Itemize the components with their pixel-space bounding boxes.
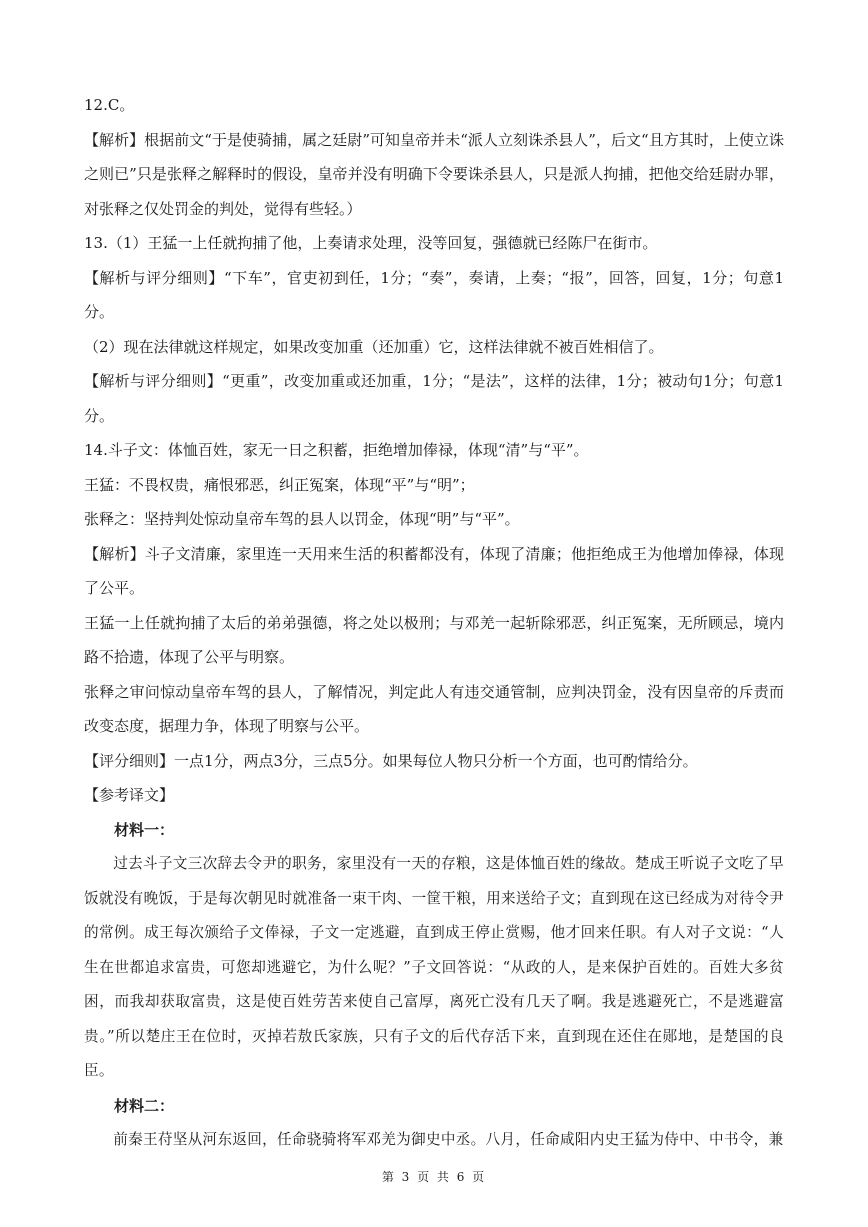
- page-content: [84, 88, 784, 1158]
- material-2-title: 材料二：: [114, 1096, 175, 1115]
- reference-heading: 【参考译文】: [84, 786, 175, 804]
- q14-answer-zhangshizhi: 张释之：坚持判处惊动皇帝车驾的县人以罚金，体现“明”与“平”。: [84, 510, 520, 528]
- q12-analysis: 【解析】根据前文“于是使骑捕，属之廷尉”可知皇帝并未“派人立刻诛杀县人”，后文“且方其时，上使立诛之则已”只是张释之解释时的假设，皇帝并没有明确下令要诛杀县人，只是派人拘捕，把他交给廷尉办罪，对张释之仅处罚金的判处，觉得有些轻。）: [84, 130, 784, 218]
- q12-head: 12.C。: [84, 96, 135, 114]
- q14-answer-douziwen: 14.斗子文：体恤百姓，家无一日之积蓄，拒绝增加俸禄，体现“清”与“平”。: [84, 441, 589, 459]
- page-number-footer: 第 3 页 共 6 页: [381, 1170, 487, 1184]
- q14-analysis-3: 张释之审问惊动皇帝车驾的县人，了解情况，判定此人有违交通管制，应判决罚金，没有因皇帝的斥责而改变态度，据理力争，体现了明察与公平。: [84, 682, 784, 735]
- q14-scoring: 【评分细则】一点1分，两点3分，三点5分。如果每位人物只分析一个方面，也可酌情给分。: [84, 751, 698, 770]
- q14-analysis-2: 王猛一上任就拘捕了太后的弟弟强德，将之处以极刑；与邓羌一起斩除邪恶，纠正冤案，无所顾忌，境内路不拾遗，体现了公平与明察。: [84, 613, 784, 666]
- q14-answer-wangmeng: 王猛：不畏权贵，痛恨邪恶，纠正冤案，体现“平”与“明”；: [84, 475, 475, 494]
- material-2-text: 前秦王苻坚从河东返回，任命骁骑将军邓羌为御史中丞。八月，任命咸阳内史王猛为侍中、中书令，兼: [113, 1131, 784, 1148]
- q13-2-answer: （2）现在法律就这样规定，如果改变加重（还加重）它，这样法律就不被百姓相信了。: [84, 337, 664, 356]
- q13-1-answer: 13.（1）王猛一上任就拘捕了他，上奏请求处理，没等回复，强德就已经陈尸在街市。: [84, 234, 658, 252]
- material-1-text: 过去斗子文三次辞去令尹的职务，家里没有一天的存粮，这是体恤百姓的缘故。楚成王听说子文吃了早饭就没有晚饭，于是每次朝见时就准备一束干肉、一筐干粮，用来送给子文；直到现在这已经成为对待令尹的常例。成王每次颁给子文俸禄，子文一定逃避，直到成王停止赏赐，他才回来任职。有人对子文说：“人生在世都追求富贵，可您却逃避它，为什么呢？”子文回答说：“从政的人，是来保护百姓的。百姓大多贫困，而我却获取富贵，这是使百姓劳苦来使自己富厚，离死亡没有几天了啊。我是逃避死亡，不是逃避富贵。”所以楚庄王在位时，灭掉若敖氏家族，只有子文的后代存活下来，直到现在还住在郧地，是楚国的良臣。: [84, 855, 785, 1079]
- material-1-title: 材料一：: [114, 820, 175, 839]
- q13-2-scoring: 【解析与评分细则】“更重”，改变加重或还加重，1分；“是法”，这样的法律，1分；被动句1分；句意1分。: [84, 372, 784, 425]
- q13-1-scoring: 【解析与评分细则】“下车”，官吏初到任，1分；“奏”，奏请，上奏；“报”，回答，回复，1分；句意1分。: [84, 268, 784, 321]
- q14-analysis: 【解析】斗子文清廉，家里连一天用来生活的积蓄都没有，体现了清廉；他拒绝成王为他增加俸禄，体现了公平。: [84, 544, 784, 597]
